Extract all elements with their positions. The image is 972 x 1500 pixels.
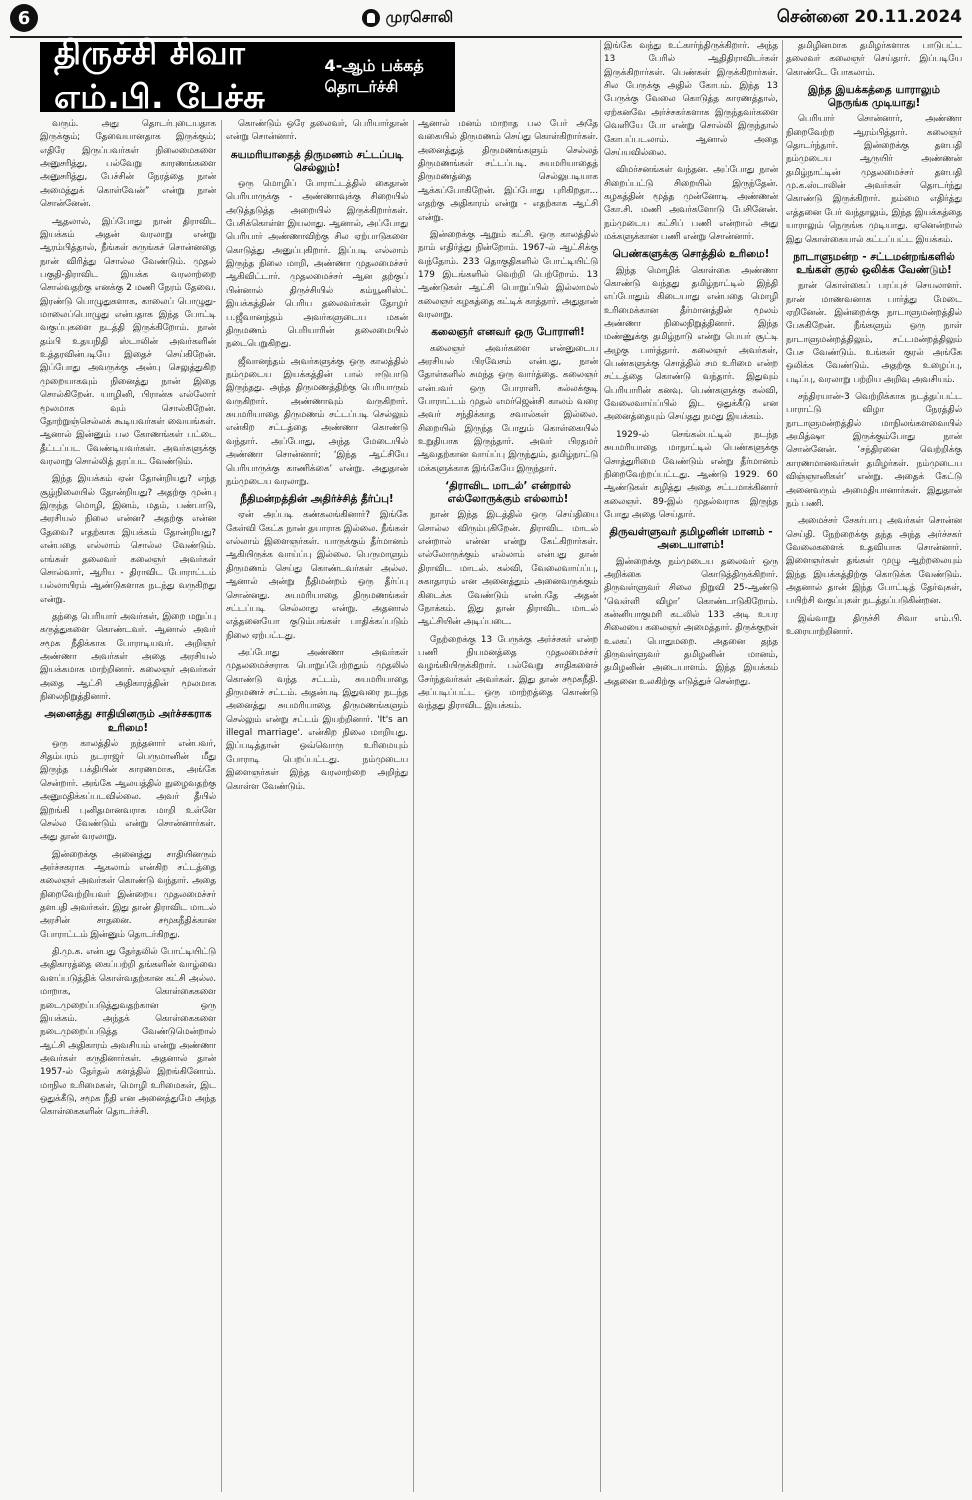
paragraph: கலைஞர் அவர்களை என்னுடைய அரசியல் பிரவேசம் என்பது, நான் தோள்களில் சுமந்த ஒரு வார்த்தை. கலைஞர் என்பவர் ஒரு போராளி. கல்லக்குடி போராட்டம் முதல் எமர்ஜென்சி காலம் வரை அவர் சந்திக்காத சவால்கள் இல்லை. சிறையில் இருந்த போதும் கொள்கையில் உறுதியாக இருந்தார். அவர் பிரதமர் ஆவதற்கான வாய்ப்பு இருந்தும், தமிழ்நாட்டு மக்களுக்காக இங்கேயே இருந்தார். <box>418 343 598 474</box>
paragraph: ஒரு மொழிப் போராட்டத்தில் கைதான் பெரியாருக்கு - அண்ணாவுக்கு சிறையில் அடுத்தடுத்த அறையில் இருக்கிறார்கள். பேசிக்கொள்ள இயலாது. ஆனால், அப்போது பெரியார் அண்ணாவிற்கு சில ஏற்பாடுகளை கொடுத்து அனுப்புகிறார். இப்படி எல்லாம் இருந்த நிலை மாறி, அண்ணா முதலமைச்சர் ஆகிவிட்டார். முதலமைச்சர் ஆன தற்குப் பின்னால் திருச்சியில் கம்யூனிஸ்ட் இயக்கத்தின் பெரிய தலைவர்கள் தோழர் ப.ஜீவானந்தம் அவர்களுடைய மகன் திருமணம் பெரியாரின் தலைமையில் நடைபெறுகிறது. <box>226 178 408 350</box>
column-divider <box>413 120 414 1492</box>
paragraph: ஒரு காலத்தில் நந்தனார் என்பவர், சிதம்பரம் நடராஜர் பெருமானின் மீது இருந்த பக்தியின் காரணமாக, அங்கே சென்றார். அங்கே ஆலயத்தில் நுழைவதற்கு அனுமதிக்கப்படவில்லை. அவர் தீயில் இறங்கி புனிதமானவராக மாறி உள்ளே செல்ல வேண்டும் என்று சொன்னார்கள். அது தான் வரலாறு. <box>40 738 216 843</box>
paragraph: ஆனால் மனம் மாறாத பல பேர் அதே வகையில் திருமணம் செய்து கொள்கிறார்கள். அனைத்துத் திருமணங்களும் செல்லத் திருமணங்கள் சட்டப்படி. சுயமரியாதைத் திருமணத்தை செல்லுபடியாக ஆக்கப்போகிறேன். இப்போது புரிகிறதா... எதற்கு அதிகாரம் என்று - எதற்காக ஆட்சி என்று. <box>418 119 598 223</box>
paragraph: ஆதலால், இப்போது நான் திராவிட இயக்கம் அதன் வரலாறு என்று ஆரம்பித்தால், நீங்கள் சுருங்கச் சொன்னதை நான் விரித்து சொல்ல வேண்டும். முதல் பகுதி-திராவிட இயக்க வரலாற்றை சொல்வதற்கு எனக்கு 2 மணி நேரம் தேவை. இரண்டு பொழுதுகளாக, காலைப் பொழுது-மாலைப்பொழுது என்பதாக இந்த போட்டி வகுப்புகளை நடத்தி இருக்கிறோம். நான் தம்பி உதயநிதி ஸ்டாலின் அவர்களின் உத்தரவின்படியே இதைச் செய்கிறேன். இப்போது அவருக்கு அன்பு செலுத்துகிற முறையாகவும் நினைத்து நான் இதை சொல்கிறேன். யாழினி, பிரான்சு எல்லோர் மூலமாக வும் சொல்கிறேன். தோற்றுஞ்செல்லக் கூடியவர்கள் வையங்கள். ஆனால் இன்னும் பல கோணங்கள் பட்டை தீட்டப்பட வேண்டியவர்கள். அவர்களுக்கு வரலாறு சொல்லித் தரப்பட வேண்டும். <box>40 216 216 467</box>
subheading: பெண்களுக்கு சொத்தில் உரிமை! <box>612 248 770 261</box>
subheading: திருவள்ளுவர் தமிழனின் மானம் - அடையாளம்! <box>609 526 773 552</box>
paragraph: இன்றைக்கு நம்முடைய தலைவர் ஒரு அறிக்கை கொடுத்திருக்கிறார். திருவள்ளுவர் சிலை நிறுவி 25-ஆண்டு ‘வெள்ளி விழா’ கொண்டாடுகிறோம். கன்னியாகுமரி கடலில் 133 அடி உயர சிலையை கலைஞர் அமைத்தார். திருக்குறள் உலகப் பொதுமறை. அதனை தந்த திருவள்ளுவர் தமிழனின் மானம், தமிழனின் அடையாளம். இந்த இயக்கம் அதனை உலகிற்கு எடுத்துச் சென்றது. <box>604 556 778 687</box>
article-column-1 <box>40 118 216 1492</box>
page-date: சென்னை 20.11.2024 <box>776 7 962 27</box>
paragraph: இன்றைக்கு அனைத்து சாதியினரும் அர்ச்சகராக ஆகலாம் என்கிற சட்டத்தை கலைஞர் அவர்கள் கொண்டு வந்தார். அதை நிறைவேற்றியவர் இன்றைய முதலமைச்சர் தளபதி அவர்கள். இது தான் திராவிட மாடல் அரசின் சாதனை. சமூகநீதிக்கான போராட்டம் இன்னும் தொடர்கிறது. <box>40 849 216 940</box>
paragraph: 1929-ல் செங்கல்பட்டில் நடந்த சுயமரியாதை மாநாட்டில் பெண்களுக்கு சொத்துரிமை வேண்டும் என்று தீர்மானம் நிறைவேற்றப்பட்டது. ஆண்டு 1929. 60 ஆண்டுகள் கழித்து அதை சட்டமாக்கினார் கலைஞர். 89-இல் முதல்வராக இருந்த போது அதை செய்தார். <box>604 429 778 520</box>
paragraph: ஜீவானந்தம் அவர்களுக்கு ஒரு காலத்தில் நம்முடைய இயக்கத்தின் பால் ஈடுபாடு இருந்தது. அந்த திருமணத்திற்கு பெரியாரும் வருகிறார். அண்ணாவும் வருகிறார். சுயமரியாதை திருமணம் சட்டப்படி செல்லும் என்கிற சட்டத்தை அண்ணா கொண்டு வந்தார். அப்போது, அந்த மேடையில் அண்ணா சொன்னார்; ‘இந்த ஆட்சியே பெரியாருக்கு காணிக்கை’ என்று. அதுதான் நம்முடைய வரலாறு. <box>226 356 408 487</box>
paragraph: இன்றைக்கு ஆறும் கட்சி. ஒரு காலத்தில் நாம் எதிர்த்து நின்றோம். 1967-ல் ஆட்சிக்கு வந்தோம். 233 தொகுதிகளில் போட்டியிட்டு 179 இடங்களில் வெற்றி பெற்றோம். 13 ஆண்டுகள் ஆட்சி பொறுப்பில் இல்லாமல் கலைஞர் கழகத்தை கட்டிக் காத்தார். அதுதான் வரலாறு. <box>418 229 598 321</box>
subheading: சுயமரியாதைத் திருமணம் சட்டப்படி செல்லும்! <box>230 148 404 174</box>
paragraph: இந்த இயக்கம் ஏன் தோன்றியது? எந்த சூழ்நிலையில் தோன்றியது? அதற்கு முன்பு இருந்த மொழி, இனம், மதம், பண்பாடு, அரசியல் நிலை என்ன? அதற்கு என்ன தேவை? எதற்காக இயக்கம் தோன்றியது? என்பதை எல்லாம் சொல்ல வேண்டும். எங்கள் தலைவர் கலைஞர் அவர்கள் சொல்வார், ஆரிய - திராவிட போராட்டம் பல்லாயிரம் ஆண்டுகளாக நடந்து வருகிறது என்று. <box>40 474 216 605</box>
paragraph: இந்த மொழிக் கொள்கை அண்ணா கொண்டு வந்தது தமிழ்நாட்டில் இந்தி எப்போதும் கிடையாது என்பதை மொழி உரிமைக்கான தீர்மானத்தின் மூலம் அண்ணா நிலைநிறுத்தினார். இந்த மண்ணுக்கு தமிழ்நாடு என்று பெயர் சூட்டி அழகு பார்த்தார். கலைஞர் அவர்கள், பெண்களுக்கு சொத்தில் சம உரிமை என்ற சட்டத்தை கொண்டு வந்தார். இதுவும் பெரியாரின் கனவு. பெண்களுக்கு கல்வி, வேலைவாய்ப்பில் இட ஒதுக்கீடு என அனைத்தையும் செய்தது நமது இயக்கம். <box>604 265 778 423</box>
column-divider <box>600 40 601 1492</box>
subheading: கலைஞர் எனவர் ஒரு போராளி! <box>431 326 585 339</box>
subheading: நீதிமன்றத்தின் அதிர்ச்சித் தீர்ப்பு! <box>240 493 394 506</box>
column-divider <box>782 40 783 1492</box>
page-number: 6 <box>10 4 38 32</box>
headline-continuation: 4-ஆம் பக்கத் தொடர்ச்சி <box>324 56 424 96</box>
subheading: நாடாளுமன்ற - சட்டமன்றங்களில் உங்கள் குரல் ஒலிக்க வேண்டும்! <box>793 250 955 277</box>
article-column-2 <box>226 118 408 1492</box>
paper-logo-icon <box>362 9 380 27</box>
paragraph: கொண்டும் ஒரே தலைவர், பெரியார்தான் என்று சொன்னார். <box>226 119 408 143</box>
subheading: அனைத்து சாதியினரும் அர்ச்சகராக உரிமை! <box>44 708 212 734</box>
paragraph: நான் இந்த இடத்தில் ஒரு செய்தியை சொல்ல விரும்புகிறேன். திராவிட மாடல் என்றால் என்ன என்று கேட்கிறார்கள். எல்லோருக்கும் எல்லாம் என்பது தான் திராவிட மாடல். கல்வி, வேலைவாய்ப்பு, சுகாதாரம் என அனைத்தும் அனைவருக்கும் கிடைக்க வேண்டும் என்பதே அதன் நோக்கம். இது தான் திராவிட மாடல் ஆட்சியின் அடிப்படை. <box>418 510 598 628</box>
paragraph: விமர்சனங்கள் வந்தன. அப்போது நான் சிறைப்பட்டு சிறையில் இருந்தேன். கழகத்தின் மூத்த முன்னோடி அண்ணன் கோ.சி. மணி அவர்களோடு பேசினேன். நம்முடைய கட்சிப் பணி என்றால் அது மக்களுக்கான பணி என்று சொன்னார். <box>604 165 778 243</box>
paragraph: இங்கே வந்து உட்கார்ந்திருக்கிறார். அந்த 13 பேரில் ஆதிதிராவிடர்கள் இருக்கிறார்கள். பெண்கள் இருக்கிறார்கள். சில பேருக்கு அதில் கோபம். இந்த 13 பேருக்கு வேலை கொடுத்த காரணத்தால், ஏற்கனவே அர்ச்சகர்களாக இருந்தவர்களை வெளியே போ என்று சொல்லி இருந்தால் கோபப்படலாம். ஆனால் அதை செய்யவில்லை. <box>604 41 778 158</box>
paragraph: சந்திரயான்-3 வெற்றிக்காக நடத்தப்பட்ட பாராட்டு விழா நேரத்தில் நாடாளுமன்றத்தில் மாநிலங்களவையில் அமித்ஷா இருக்கும்போது நான் சொன்னேன். ‘சந்திரனை வெற்றிக்கு காரணமானவர்கள் தமிழர்கள். நம்முடைய விஞ்ஞானிகள்’ என்று. அதைக் கேட்டு அனைவரும் அமைதியானார்கள். இதுதான் நம் பணி. <box>786 392 962 509</box>
paragraph: நேற்றைக்கு 13 பேருக்கு அர்ச்சகர் என்ற பணி நியமனத்தை முதலமைச்சர் வழங்கியிருக்கிறார். பல்வேறு சாதிகளைச் சேர்ந்தவர்கள் அவர்கள். இது தான் சமூகநீதி. அப்படிப்பட்ட ஒரு மாற்றத்தை கொண்டு வந்தது திராவிட இயக்கம். <box>418 634 598 712</box>
paragraph: இவ்வாறு திருச்சி சிவா எம்.பி. உரையாற்றினார். <box>786 613 962 638</box>
paragraph: தந்தை பெரியார் அவர்கள், இறை மறுப்பு கருத்துகளை கொண்டவர். ஆனால் அவர் சமூக நீதிக்காக போராடியவர். அறிஞர் அண்ணா அவர்கள் அதை அரசியல் இயக்கமாக மாற்றினார். கலைஞர் அவர்கள் அதை ஆட்சி அதிகாரத்தின் மூலமாக நிலைநிறுத்தினார். <box>40 611 216 703</box>
paper-name: முரசொலி <box>385 8 454 26</box>
article-column-3 <box>418 118 598 1492</box>
subheading: ‘திராவிட மாடல்’ என்றால் எல்லோருக்கும் எல்லாம்! <box>445 480 571 506</box>
paragraph: தமிழினமாக தமிழர்களாக பாடுபட்ட தலைவர் கலைஞர் செய்தார். இப்படியே கொண்டே போகலாம். <box>786 41 962 78</box>
paragraph: வரும். அது தொடர்புடையதாக இருக்கும்; தேவையானதாக இருக்கும்; எதிரே இருப்பவர்கள் நிலைமைகளை அனுசரித்து, பல்வேறு காரணங்களை அனுசரித்து, பேச்சின் நேரத்தை நான் அமைத்துக் கொள்வேன்” என்று நான் சொன்னேன். <box>40 119 216 210</box>
paragraph: அமைச்சர் சேகர்பாபு அவர்கள் சொன்ன செய்தி. நேற்றைக்கு தந்த அந்த அர்ச்சகர் வேலைகளைக் உதவியாக சொன்னார். இளைஞர்கள் தங்கள் முழு ஆற்றலையும் இந்த இயக்கத்திற்கு கொடுக்க வேண்டும். அதனால் தான் இந்த போட்டித் தேர்வுகள், பயிற்சி வகுப்புகள் நடத்தப்படுகின்றன. <box>786 516 962 607</box>
paragraph: அப்போது அண்ணா அவர்கள் முதலமைச்சராக பொறுப்பேற்றதும் முதலில் கொண்டு வந்த சட்டம், சுயமரியாதை திருமணச் சட்டம். அதன்படி இதுவரை நடந்த அனைத்து சுயமரியாதை திருமணங்களும் செல்லும் என்று சட்டம் இயற்றினார். 'It's an illegal marriage'. என்கிற நிலை மாறியது. இப்படித்தான் ஒவ்வொரு உரிமையும் போராடி பெறப்பட்டது. நம்முடைய இளைஞர்கள் இந்த வரலாற்றை அறிந்து கொள்ள வேண்டும். <box>226 647 408 792</box>
headline-title: திருச்சி சிவா எம்.பி. பேச்சு <box>54 33 266 116</box>
column-divider <box>221 120 222 1492</box>
headline-banner <box>40 33 455 116</box>
article-column-4 <box>604 40 778 1492</box>
masthead <box>362 8 454 28</box>
paragraph: பெரியார் சொன்னார், அண்ணா நிறைவேற்ற ஆரம்பித்தார். கலைஞர் தொடர்ந்தார். இன்றைக்கு தளபதி நம்முடைய ஆருயிர் அண்ணன் தமிழ்நாட்டின் முதலமைச்சர் தளபதி மு.க.ஸ்டாலின் அவர்கள் தொடர்ந்து கொண்டு இருக்கிறார். நம்மை எதிர்த்து எத்தனை பேர் வந்தாலும், இந்த இயக்கத்தை யாராலும் நெருங்க முடியாது. ஏனென்றால் இது கொள்கையால் கட்டப்பட்ட இயக்கம். <box>786 114 962 245</box>
paragraph: ஏன் அப்படி கண்கலங்கினார்? இங்கே கேள்வி கேட்க நான் தயாராக இல்லை. நீங்கள் எல்லாம் இளைஞர்கள். யாருக்கும் தீர்மானம் ஆகியிருக்க வாய்ப்பு இல்லை. பெருமாளும் திருமணம் செய்து கொண்டவர்கள் அல்ல. ஆனால் அன்று நீதிமன்றம் ஒரு தீர்ப்பு சொன்னது. சுயமரியாதை திருமணங்கள் சட்டப்படி செல்லாது என்று. அதனால் எத்தனையோ குடும்பங்கள் பாதிக்கப்படும் நிலை ஏற்பட்டது. <box>226 510 408 641</box>
subheading: இந்த இயக்கத்தை யாராலும் நெருங்க முடியாது! <box>807 84 941 110</box>
paragraph: நான் கொள்கைப் பரப்புச் செயலாளர். நான் மாணவனாக பார்த்து மேடை ஏறினேன். இன்றைக்கு நாடாளுமன்றத்தில் பேசுகிறேன். நீங்களும் ஒரு நாள் நாடாளுமன்றத்திலும், சட்டமன்றத்திலும் பேச வேண்டும். உங்கள் குரல் அங்கே ஒலிக்க வேண்டும். அதற்கு உழைப்பு, படிப்பு, வரலாறு பற்றிய அறிவு அவசியம். <box>786 281 962 385</box>
paragraph: தி.மு.க. என்பது தேர்தலில் போட்டியிட்டு அதிகாரத்தை கைப்பற்றி தங்களின் வாழ்வை வளப்படுத்திக் கொள்வதற்கான கட்சி அல்ல. மாறாக, கொள்கைகளை நடைமுறைப்படுத்துவதற்கான ஒரு இயக்கம். அந்தக் கொள்கைகளை நடைமுறைப்படுத்த வேண்டுமென்றால் ஆட்சி அதிகாரம் அவசியம் என்று அண்ணா அவர்கள் கருதினார்கள். அதனால் தான் 1957-ல் தேர்தல் களத்தில் இறங்கினோம். மாநில உரிமைகள், மொழி உரிமைகள், இட ஒதுக்கீடு, சமூக நீதி என அனைத்துமே அந்த கொள்கைகளின் தொடர்ச்சி. <box>40 947 216 1118</box>
article-column-5 <box>786 40 962 1492</box>
